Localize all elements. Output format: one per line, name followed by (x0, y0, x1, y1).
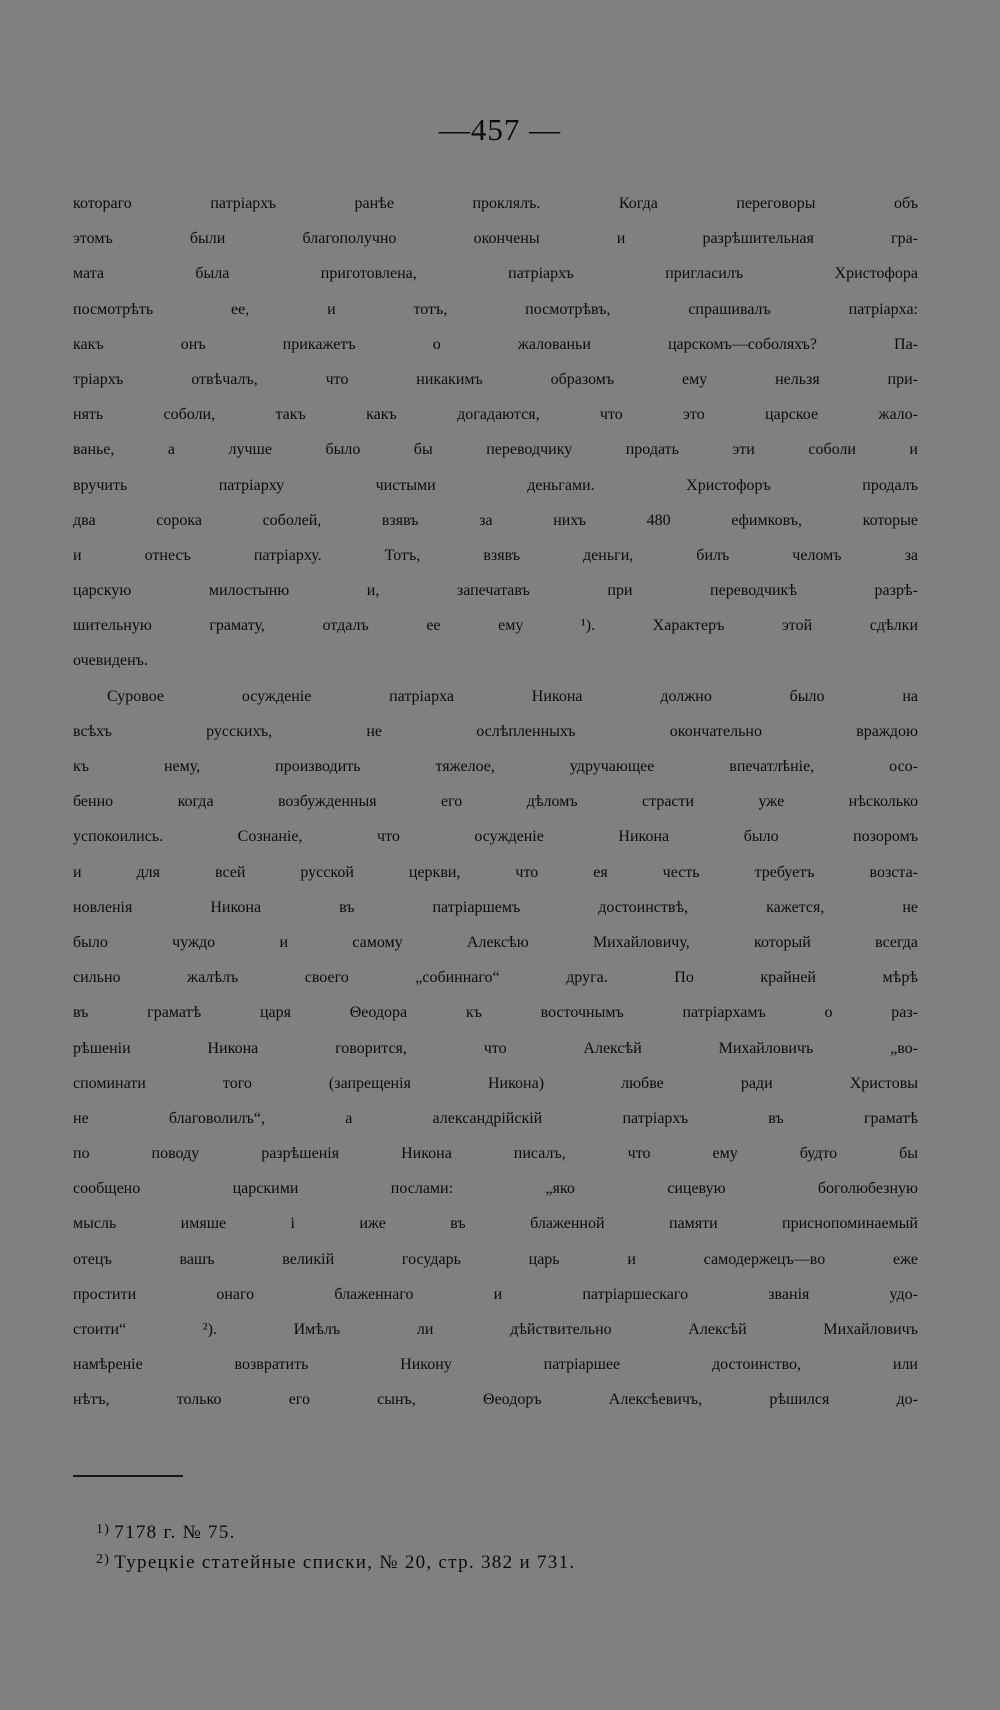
footnote-text: Турецкіе статейные списки, № 20, стр. 382 и 731. (114, 1552, 576, 1573)
text-line: не благоволилъ“, а александрійскій патріархъ въ граматѣ (73, 1109, 918, 1127)
text-line: было чуждо и самому Алексѣю Михайловичу, который всегда (73, 933, 918, 951)
text-line: успокоились. Сознаніе, что осужденіе Никона было позоромъ (73, 828, 918, 846)
text-line: стоити“ ²). Имѣлъ ли дѣйствительно Алексѣй Михайловичъ (73, 1321, 918, 1338)
footnote-mark: 1) (96, 1522, 111, 1537)
text-line: новленія Никона въ патріаршемъ достоинствѣ, кажется, не (73, 898, 918, 916)
text-line: простити онаго блаженнаго и патріаршескаго званія удо- (73, 1285, 918, 1303)
text-line: бенно когда возбужденныя его дѣломъ страсти уже нѣсколько (73, 793, 918, 811)
text-line: отецъ вашъ великій государь царь и самодержецъ—во еже (73, 1250, 918, 1268)
footnote-text: 7178 г. № 75. (114, 1522, 236, 1543)
text-line: рѣшеніи Никона говорится, что Алексѣй Михайловичъ „во- (73, 1039, 918, 1057)
footnote (96, 1518, 896, 1548)
text-line: тріархъ отвѣчалъ, что никакимъ образомъ ему нельзя при- (73, 370, 918, 388)
text-line: къ нему, производить тяжелое, удручающее впечатлѣніе, осо- (73, 758, 918, 775)
text-line: очевиденъ. (73, 652, 148, 670)
text-line: и для всей русской церкви, что ея честь требуетъ возста- (73, 863, 918, 881)
body-text (73, 186, 918, 1418)
text-line: намѣреніе возвратить Никону патріаршее достоинство, или (73, 1356, 918, 1374)
text-line: ванье, а лучше было бы переводчику продать эти соболи и (73, 441, 918, 459)
footnotes (96, 1518, 896, 1578)
text-line: два сорока соболей, взявъ за нихъ 480 ефимковъ, которые (73, 511, 918, 529)
text-line: нѣтъ, только его сынъ, Θеодоръ Алексѣевичъ, рѣшился до- (73, 1391, 918, 1409)
footnote (96, 1548, 896, 1578)
text-line: этомъ были благополучно окончены и разрѣшительная гра- (73, 230, 918, 248)
page-number: —457 — (438, 112, 562, 147)
text-line: шительную грамату, отдалъ ее ему ¹). Характеръ этой сдѣлки (73, 617, 918, 635)
text-line: сообщено царскими послами: „яко сицевую боголюбезную (73, 1180, 918, 1198)
text-line: вручить патріарху чистыми деньгами. Христофоръ продалъ (73, 476, 918, 494)
text-line: мата была приготовлена, патріархъ пригласилъ Христофора (73, 265, 918, 283)
text-line: споминати того (запрещенія Никона) любве ради Христовы (73, 1074, 918, 1092)
text-line: царскую милостыню и, запечатавъ при переводчикѣ разрѣ- (73, 582, 918, 600)
text-line: нять соболи, такъ какъ догадаются, что это царское жало- (73, 406, 918, 424)
text-line: мысль имяше і иже въ блаженной памяти приснопоминаемый (73, 1215, 918, 1233)
text-line: какъ онъ прикажетъ о жалованьи царскомъ—соболяхъ? Па- (73, 335, 918, 353)
text-line: и отнесъ патріарху. Тотъ, взявъ деньги, билъ челомъ за (73, 546, 918, 564)
text-line: въ граматѣ царя Θеодора къ восточнымъ патріархамъ о раз- (73, 1004, 918, 1022)
text-line: по поводу разрѣшенія Никона писалъ, что ему будто бы (73, 1145, 918, 1163)
text-line: всѣхъ русскихъ, не ослѣпленныхъ окончательно враждою (73, 722, 918, 740)
text-line: Суровое осужденіе патріарха Никона должно было на (107, 687, 918, 705)
text-line: посмотрѣть ее, и тотъ, посмотрѣвъ, спрашивалъ патріарха: (73, 300, 918, 318)
footnote-mark: 2) (96, 1552, 111, 1567)
text-line: сильно жалѣлъ своего „собиннаго“ друга. По крайней мѣрѣ (73, 969, 918, 987)
footnote-separator (73, 1475, 183, 1477)
text-line: котораго патріархъ ранѣе проклялъ. Когда переговоры объ (73, 195, 918, 212)
